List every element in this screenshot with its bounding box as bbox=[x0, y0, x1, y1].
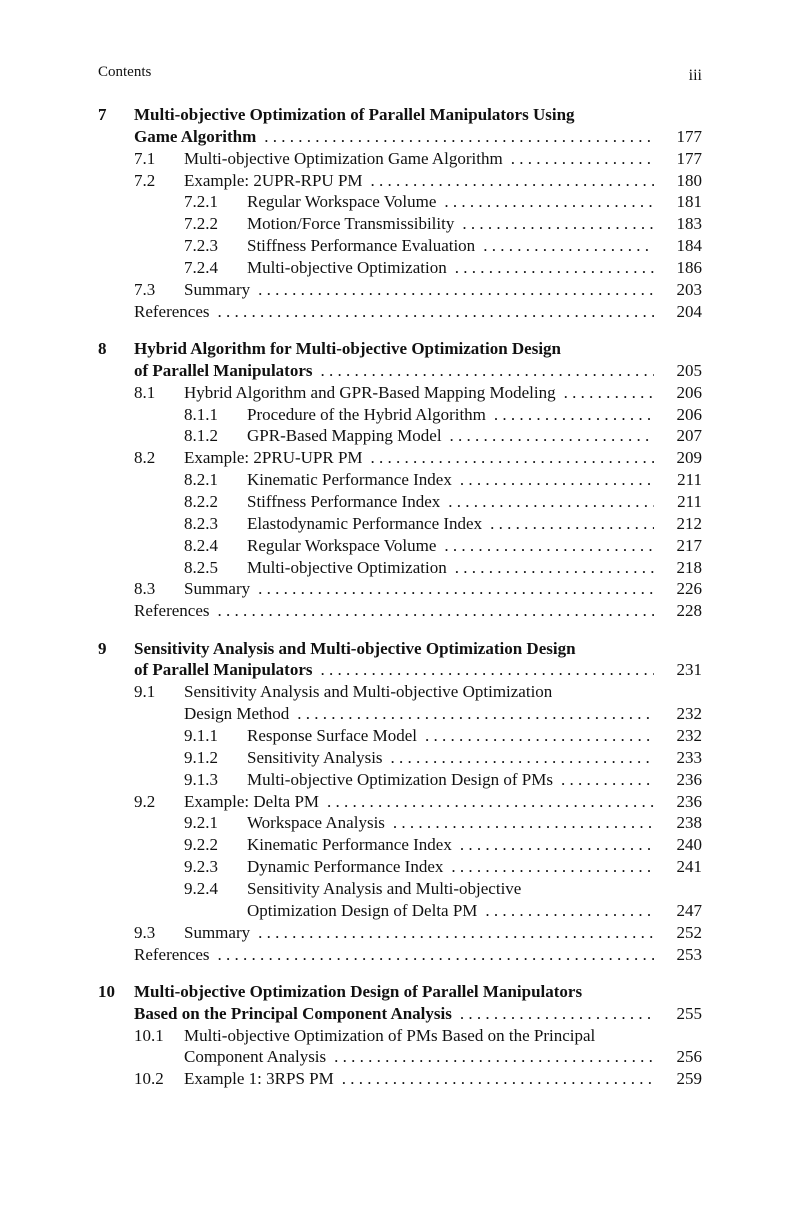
entry-title: Multi-objective Optimization bbox=[247, 257, 447, 277]
entry-title: of Parallel Manipulators bbox=[134, 360, 313, 380]
dot-leader bbox=[327, 791, 654, 813]
toc-entry bbox=[0, 447, 800, 469]
chapter-heading-cont bbox=[0, 1003, 800, 1025]
entry-page: 205 bbox=[676, 360, 702, 380]
toc-entry bbox=[0, 279, 800, 301]
entry-number: 9.2 bbox=[134, 791, 156, 811]
dot-leader bbox=[393, 812, 654, 834]
dot-leader bbox=[485, 900, 654, 922]
toc-entry bbox=[0, 578, 800, 600]
entry-title: Sensitivity Analysis and Multi-objective Optimization bbox=[184, 682, 553, 702]
entry-page: 247 bbox=[676, 900, 702, 920]
entry-page: 217 bbox=[676, 535, 702, 555]
entry-title: Multi-objective Optimization Design of PMs bbox=[247, 769, 553, 789]
entry-title-leader bbox=[184, 922, 658, 944]
entry-title-leader bbox=[247, 235, 658, 257]
chapter-heading-cont bbox=[0, 659, 800, 681]
entry-page: 238 bbox=[676, 813, 702, 833]
chapter-title: Hybrid Algorithm for Multi-objective Optimization Design bbox=[134, 339, 562, 358]
entry-title-leader bbox=[247, 425, 658, 447]
entry-number: 8.3 bbox=[134, 579, 156, 599]
entry-title-leader bbox=[247, 257, 658, 279]
entry-number: 7.2.4 bbox=[184, 257, 218, 277]
entry-page: 252 bbox=[676, 922, 702, 942]
dot-leader bbox=[258, 279, 654, 301]
entry-title-leader bbox=[247, 404, 658, 426]
dot-leader bbox=[258, 578, 654, 600]
entry-number: 7.2.2 bbox=[184, 214, 218, 234]
entry-title: Design Method bbox=[184, 704, 290, 724]
toc-entry bbox=[0, 235, 800, 257]
entry-title: Elastodynamic Performance Index bbox=[247, 513, 483, 533]
entry-title-leader bbox=[247, 491, 658, 513]
entry-title: Motion/Force Transmissibility bbox=[247, 214, 455, 234]
toc-entry bbox=[0, 382, 800, 404]
entry-title: References bbox=[134, 301, 210, 321]
entry-page: 177 bbox=[676, 126, 702, 146]
dot-leader bbox=[218, 944, 654, 966]
entry-title-leader bbox=[184, 279, 658, 301]
entry-title: References bbox=[134, 601, 210, 621]
entry-title: Stiffness Performance Index bbox=[247, 492, 441, 511]
entry-title-leader bbox=[247, 469, 658, 491]
entry-title-leader bbox=[184, 1046, 658, 1068]
toc-entry bbox=[0, 1068, 800, 1090]
entry-page: 180 bbox=[676, 170, 702, 190]
chapter-title: Multi-objective Optimization of Parallel Manipulators Using bbox=[134, 105, 575, 124]
entry-title-leader bbox=[184, 791, 658, 813]
entry-page: 206 bbox=[676, 382, 702, 402]
dot-leader bbox=[460, 1003, 654, 1025]
entry-number: 10.2 bbox=[134, 1069, 164, 1089]
toc-entry-cont bbox=[0, 1046, 800, 1068]
entry-title: Summary bbox=[184, 279, 251, 299]
dot-leader bbox=[391, 747, 654, 769]
entry-title: Sensitivity Analysis and Multi-objective bbox=[247, 878, 522, 898]
entry-number: 9.3 bbox=[134, 922, 156, 942]
entry-title: Multi-objective Optimization bbox=[247, 557, 447, 577]
entry-number: 7.2.3 bbox=[184, 236, 218, 256]
entry-page: 236 bbox=[676, 791, 702, 811]
entry-title-leader bbox=[247, 769, 658, 791]
toc-entry bbox=[0, 769, 800, 791]
entry-title-leader bbox=[247, 557, 658, 579]
entry-page: 183 bbox=[676, 214, 702, 234]
toc-entry bbox=[0, 681, 800, 703]
toc-entry bbox=[0, 791, 800, 813]
entry-page: 181 bbox=[676, 192, 702, 212]
entry-number: 7.1 bbox=[134, 148, 156, 168]
entry-title: Dynamic Performance Index bbox=[247, 857, 444, 877]
toc-entry bbox=[0, 834, 800, 856]
entry-number: 9.2.4 bbox=[184, 878, 218, 898]
toc-entry-cont bbox=[0, 900, 800, 922]
entry-number: 9.1.3 bbox=[184, 769, 218, 789]
references-entry bbox=[0, 600, 800, 622]
entry-title-leader bbox=[184, 447, 658, 469]
entry-title-leader bbox=[247, 834, 658, 856]
dot-leader bbox=[320, 360, 654, 382]
toc-entry bbox=[0, 170, 800, 192]
dot-leader bbox=[490, 513, 654, 535]
entry-title: Kinematic Performance Index bbox=[247, 470, 452, 490]
chapter-number: 9 bbox=[98, 638, 107, 658]
chapter-number: 8 bbox=[98, 339, 107, 358]
entry-title: Procedure of the Hybrid Algorithm bbox=[247, 404, 486, 424]
entry-title: Multi-objective Optimization Game Algorithm bbox=[184, 148, 503, 168]
dot-leader bbox=[462, 213, 654, 235]
chapter-heading bbox=[0, 338, 800, 360]
entry-number: 8.2.1 bbox=[184, 470, 218, 490]
entry-number: 8.2 bbox=[134, 448, 156, 468]
references-entry bbox=[0, 301, 800, 323]
entry-title-leader bbox=[247, 191, 658, 213]
entry-title-leader bbox=[247, 900, 658, 922]
entry-title: Example: 2PRU-UPR PM bbox=[184, 448, 363, 468]
entry-title-leader bbox=[134, 301, 658, 323]
entry-page: 236 bbox=[676, 769, 702, 789]
entry-title-leader bbox=[134, 600, 658, 622]
entry-page: 259 bbox=[676, 1069, 702, 1089]
entry-number: 9.2.2 bbox=[184, 835, 218, 855]
entry-title-leader bbox=[184, 170, 658, 192]
entry-page: 211 bbox=[677, 470, 702, 490]
chapter-heading bbox=[0, 981, 800, 1003]
dot-leader bbox=[455, 557, 654, 579]
chapter-title: Sensitivity Analysis and Multi-objective Optimization Design bbox=[134, 638, 576, 658]
entry-number: 7.2 bbox=[134, 170, 156, 190]
toc-entry bbox=[0, 469, 800, 491]
dot-leader bbox=[371, 447, 654, 469]
entry-title: Summary bbox=[184, 922, 251, 942]
dot-leader bbox=[561, 769, 654, 791]
entry-page: 253 bbox=[676, 944, 702, 964]
toc-entry bbox=[0, 878, 800, 900]
entry-page: 209 bbox=[676, 448, 702, 468]
entry-page: 184 bbox=[676, 236, 702, 256]
dot-leader bbox=[460, 469, 654, 491]
entry-title-leader bbox=[184, 703, 658, 725]
entry-page: 232 bbox=[676, 704, 702, 724]
chapter-heading-cont bbox=[0, 126, 800, 148]
toc-entry bbox=[0, 425, 800, 447]
entry-title: Optimization Design of Delta PM bbox=[247, 900, 478, 920]
entry-number: 8.1.2 bbox=[184, 426, 218, 446]
dot-leader bbox=[448, 491, 654, 513]
toc-entry bbox=[0, 812, 800, 834]
entry-title-leader bbox=[247, 747, 658, 769]
entry-page: 204 bbox=[676, 301, 702, 321]
chapter-heading bbox=[0, 638, 800, 660]
entry-number: 9.1 bbox=[134, 682, 156, 702]
toc-entry bbox=[0, 1025, 800, 1047]
entry-number: 9.1.2 bbox=[184, 747, 218, 767]
entry-number: 8.2.5 bbox=[184, 557, 218, 577]
dot-leader bbox=[334, 1046, 654, 1068]
toc-entry bbox=[0, 148, 800, 170]
entry-page: 231 bbox=[676, 660, 702, 680]
dot-leader bbox=[511, 148, 654, 170]
toc-entry bbox=[0, 191, 800, 213]
page-number: iii bbox=[688, 67, 702, 84]
toc-entry bbox=[0, 535, 800, 557]
entry-page: 241 bbox=[676, 857, 702, 877]
dot-leader bbox=[218, 600, 654, 622]
entry-title-leader bbox=[184, 148, 658, 170]
entry-page: 203 bbox=[676, 279, 702, 299]
chapter-number: 7 bbox=[98, 105, 107, 124]
entry-number: 7.2.1 bbox=[184, 192, 218, 212]
dot-leader bbox=[460, 834, 654, 856]
entry-number: 8.2.4 bbox=[184, 535, 218, 555]
entry-title: of Parallel Manipulators bbox=[134, 660, 313, 680]
entry-title: Based on the Principal Component Analysis bbox=[134, 1003, 452, 1023]
entry-title-leader bbox=[134, 1003, 658, 1025]
dot-leader bbox=[494, 404, 654, 426]
toc-entry bbox=[0, 257, 800, 279]
entry-number: 8.2.3 bbox=[184, 513, 218, 533]
chapter-title: Multi-objective Optimization Design of Parallel Manipulators bbox=[134, 981, 583, 1001]
entry-title: Game Algorithm bbox=[134, 126, 257, 146]
entry-title: Sensitivity Analysis bbox=[247, 747, 383, 767]
running-head-title: Contents bbox=[98, 64, 152, 80]
entry-title-leader bbox=[247, 725, 658, 747]
toc-entry bbox=[0, 404, 800, 426]
entry-page: 212 bbox=[676, 513, 702, 533]
entry-number: 10.1 bbox=[134, 1025, 164, 1045]
entry-title: Workspace Analysis bbox=[247, 813, 385, 833]
entry-page: 218 bbox=[676, 557, 702, 577]
entry-title-leader bbox=[134, 126, 658, 148]
dot-leader bbox=[258, 922, 654, 944]
entry-title: Hybrid Algorithm and GPR-Based Mapping Modeling bbox=[184, 382, 556, 402]
entry-title: Response Surface Model bbox=[247, 726, 417, 745]
entry-title: Component Analysis bbox=[184, 1047, 327, 1067]
dot-leader bbox=[297, 703, 654, 725]
entry-title: Multi-objective Optimization of PMs Based on the Principal bbox=[184, 1025, 596, 1045]
entry-title-leader bbox=[184, 1068, 658, 1090]
entry-number: 9.2.1 bbox=[184, 813, 218, 833]
toc-entry bbox=[0, 491, 800, 513]
chapter-heading bbox=[0, 104, 800, 126]
toc-entry bbox=[0, 856, 800, 878]
entry-page: 206 bbox=[676, 404, 702, 424]
dot-leader bbox=[444, 535, 654, 557]
entry-title-leader bbox=[184, 578, 658, 600]
chapter-number: 10 bbox=[98, 981, 115, 1001]
dot-leader bbox=[320, 659, 654, 681]
dot-leader bbox=[450, 425, 654, 447]
entry-number: 7.3 bbox=[134, 279, 156, 299]
entry-title: Kinematic Performance Index bbox=[247, 835, 452, 855]
toc-entry-cont bbox=[0, 703, 800, 725]
dot-leader bbox=[455, 257, 654, 279]
dot-leader bbox=[342, 1068, 654, 1090]
entry-title: Regular Workspace Volume bbox=[247, 535, 437, 555]
dot-leader bbox=[564, 382, 654, 404]
dot-leader bbox=[218, 301, 654, 323]
entry-page: 233 bbox=[676, 747, 702, 767]
toc-entry bbox=[0, 213, 800, 235]
entry-number: 8.2.2 bbox=[184, 492, 218, 511]
entry-page: 211 bbox=[677, 492, 702, 511]
dot-leader bbox=[264, 126, 654, 148]
entry-title-leader bbox=[247, 513, 658, 535]
toc-entry bbox=[0, 557, 800, 579]
dot-leader bbox=[483, 235, 654, 257]
entry-title: Example: 2UPR-RPU PM bbox=[184, 170, 363, 190]
entry-title: Stiffness Performance Evaluation bbox=[247, 236, 476, 256]
dot-leader bbox=[371, 170, 654, 192]
dot-leader bbox=[425, 725, 654, 747]
entry-title: Example: Delta PM bbox=[184, 791, 320, 811]
entry-title-leader bbox=[134, 360, 658, 382]
entry-title-leader bbox=[134, 659, 658, 681]
entry-page: 232 bbox=[676, 726, 702, 745]
entry-page: 186 bbox=[676, 257, 702, 277]
toc-entry bbox=[0, 922, 800, 944]
entry-page: 228 bbox=[676, 601, 702, 621]
references-entry bbox=[0, 944, 800, 966]
entry-title: References bbox=[134, 944, 210, 964]
entry-title-leader bbox=[247, 535, 658, 557]
entry-title: Example 1: 3RPS PM bbox=[184, 1069, 334, 1089]
entry-page: 256 bbox=[676, 1047, 702, 1067]
toc-entry bbox=[0, 513, 800, 535]
entry-title: Regular Workspace Volume bbox=[247, 192, 437, 212]
dot-leader bbox=[451, 856, 654, 878]
entry-number: 9.1.1 bbox=[184, 726, 218, 745]
entry-page: 177 bbox=[676, 148, 702, 168]
toc-entry bbox=[0, 725, 800, 747]
entry-page: 207 bbox=[676, 426, 702, 446]
chapter-heading-cont bbox=[0, 360, 800, 382]
entry-title: Summary bbox=[184, 579, 251, 599]
entry-number: 9.2.3 bbox=[184, 857, 218, 877]
dot-leader bbox=[444, 191, 654, 213]
entry-title: GPR-Based Mapping Model bbox=[247, 426, 442, 446]
running-head bbox=[98, 62, 702, 86]
entry-page: 240 bbox=[676, 835, 702, 855]
entry-title-leader bbox=[134, 944, 658, 966]
entry-title-leader bbox=[184, 382, 658, 404]
entry-title-leader bbox=[247, 213, 658, 235]
toc-entry bbox=[0, 747, 800, 769]
entry-number: 8.1.1 bbox=[184, 404, 218, 424]
entry-page: 255 bbox=[676, 1003, 702, 1023]
entry-title-leader bbox=[247, 812, 658, 834]
entry-page: 226 bbox=[676, 579, 702, 599]
entry-number: 8.1 bbox=[134, 382, 156, 402]
entry-title-leader bbox=[247, 856, 658, 878]
